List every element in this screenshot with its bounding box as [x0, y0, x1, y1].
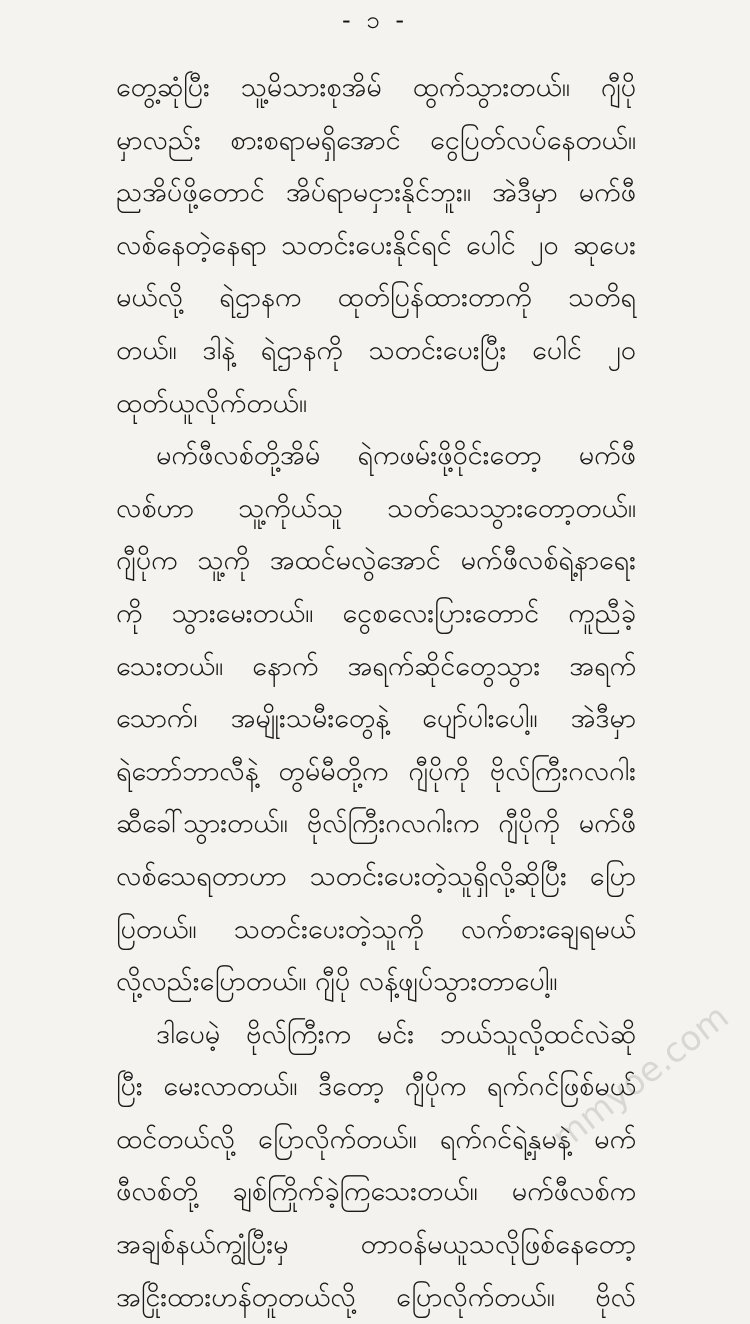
text-line: ဆီခေါ်သွားတယ်။ ဗိုလ်ကြီးဂလဂါးက ဂျီပိုကို မက်ဖီ [116, 808, 636, 840]
body-text [116, 62, 636, 1324]
text-line: ပြီး မေးလာတယ်။ ဒီတော့ ဂျီပိုက ရက်ဂင်ဖြစ်မယ် [116, 1071, 636, 1103]
text-line: ကို သွားမေးတယ်။ ငွေစလေးပြားတောင် ကူညီခဲ့ [116, 597, 636, 629]
text-line: မက်ဖီလစ်တို့အိမ် ရဲကဖမ်းဖို့ဝိုင်းတော့ မက်ဖီ [156, 440, 636, 472]
text-line: တွေ့ဆုံပြီး သူ့မိသားစုအိမ် ထွက်သွားတယ်။ ဂျီပို [116, 72, 636, 103]
text-line: ဒါပေမဲ့ ဗိုလ်ကြီးက မင်း ဘယ်သူလို့ထင်လဲဆို [156, 1018, 636, 1050]
page-number: - ၁ - [341, 6, 409, 34]
text-line: ထုတ်ယူလိုက်တယ်။ [116, 387, 308, 419]
text-line: သေးတယ်။ နောက် အရက်ဆိုင်တွေသွား အရက် [116, 650, 636, 682]
text-line: ဖီလစ်တို့ ချစ်ကြိုက်ခဲ့ကြသေးတယ်။ မက်ဖီလစ်က [116, 1176, 636, 1208]
text-line: လို့လည်းပြောတယ်။ ဂျီပို လန့်ဖျပ်သွားတာပေါ့။ [116, 966, 558, 998]
text-line: သောက်၊ အမျိုးသမီးတွေနဲ့ ပျော်ပါးပေါ့။ အဲဒီမှာ [116, 703, 636, 735]
text-line: ပြတယ်။ သတင်းပေးတဲ့သူကို လက်စားချေရမယ် [116, 913, 636, 945]
text-line: မယ်လို့ ရဲဌာနက ထုတ်ပြန်ထားတာကို သတိရ [116, 282, 636, 314]
text-line: အငြိုးထားဟန်တူတယ်လို့ ပြောလိုက်တယ်။ ဗိုလ် [116, 1281, 636, 1313]
text-line: လစ်သေရတာဟာ သတင်းပေးတဲ့သူရှိလို့ဆိုပြီး ပြော [116, 860, 636, 892]
text-line: လစ်ဟာ သူ့ကိုယ်သူ သတ်သေသွားတော့တယ်။ [116, 492, 636, 524]
text-line: လစ်နေတဲ့နေရာ သတင်းပေးနိုင်ရင် ပေါင် ၂၀ ဆုပေး [116, 229, 636, 261]
text-line: ထင်တယ်လို့ ပြောလိုက်တယ်။ ရက်ဂင်ရဲ့နှမနဲ့ မက် [116, 1123, 636, 1155]
text-line: တယ်။ ဒါနဲ့ ရဲဌာနကို သတင်းပေးပြီး ပေါင် ၂၀ [116, 334, 636, 366]
text-line: ဂျီပိုက သူ့ကို အထင်မလွဲအောင် မက်ဖီလစ်ရဲ့နာရေး [116, 545, 636, 577]
text-line: ရဲဘော်ဘာလီနဲ့ တွမ်မီတို့က ဂျီပိုကို ဗိုလ်ကြီးဂလဂါး [116, 755, 636, 787]
text-line: မှာလည်း စားစရာမရှိအောင် ငွေပြတ်လပ်နေတယ်။ [116, 124, 636, 156]
text-line: အချစ်နယ်ကျွံပြီးမှ တာဝန်မယူသလိုဖြစ်နေတော့ [116, 1229, 636, 1261]
watermark: mmyoe.com [545, 996, 737, 1159]
text-line: ညအိပ်ဖို့တောင် အိပ်ရာမငှားနိုင်ဘူး။ အဲဒီမှာ မက်ဖီ [116, 177, 636, 209]
